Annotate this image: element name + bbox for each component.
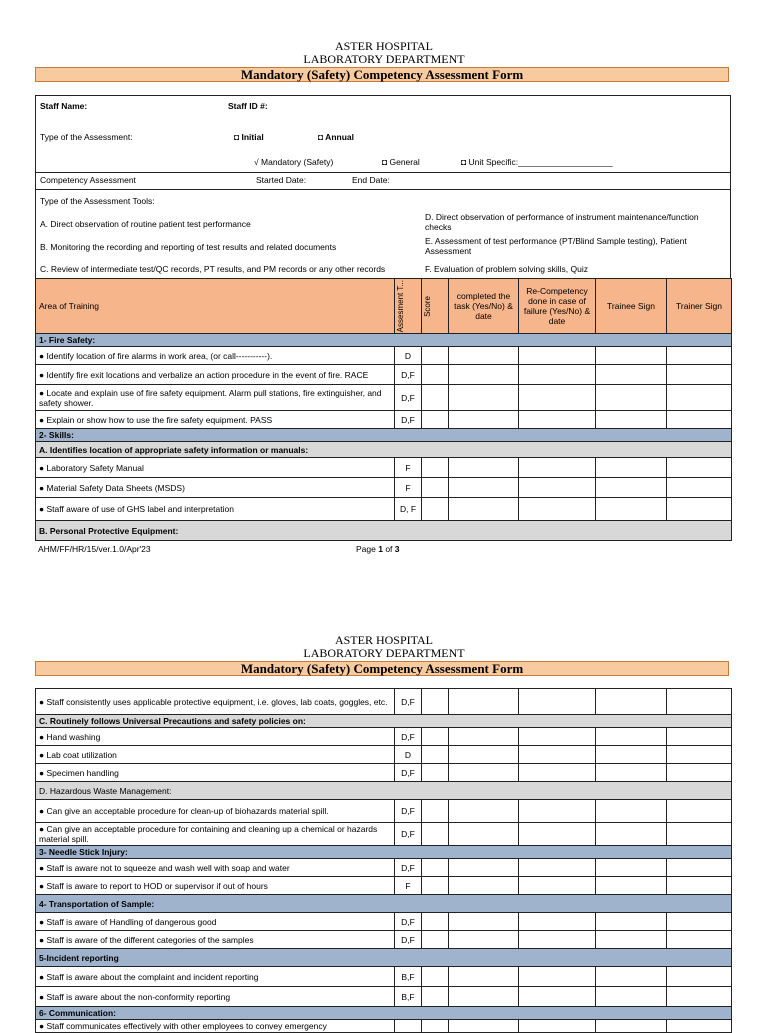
col-completed: completed the task (Yes/No) & date — [449, 279, 519, 334]
completed-cell[interactable] — [449, 823, 519, 846]
assessment-code: D,F — [395, 913, 422, 931]
trainer-sign-cell[interactable] — [667, 877, 732, 895]
training-table-page-1 — [35, 278, 732, 541]
score-cell[interactable] — [422, 987, 449, 1007]
training-item-text: ● Staff is aware not to squeeze and wash well with soap and water — [36, 859, 395, 877]
score-cell[interactable] — [422, 746, 449, 764]
trainee-sign-cell[interactable] — [596, 764, 667, 782]
table-row — [36, 987, 732, 1007]
table-row — [36, 931, 732, 949]
recompetency-cell[interactable] — [519, 347, 596, 365]
training-item-text: ● Locate and explain use of fire safety equipment. Alarm pull stations, fire extinguisher, and safety shower. — [36, 385, 395, 411]
tool-a: A. Direct observation of routine patient test performance — [40, 219, 251, 229]
training-item-text: ● Lab coat utilization — [36, 746, 395, 764]
trainer-sign-cell[interactable] — [667, 859, 732, 877]
training-table-page-2 — [35, 688, 732, 1033]
score-cell[interactable] — [422, 478, 449, 498]
section-heading: D. Hazardous Waste Management: — [36, 782, 732, 800]
table-row — [36, 478, 732, 498]
score-cell[interactable] — [422, 913, 449, 931]
table-row — [36, 689, 732, 715]
training-item-text: ● Staff consistently uses applicable protective equipment, i.e. gloves, lab coats, goggles, etc. — [36, 689, 395, 715]
trainee-sign-cell[interactable] — [596, 877, 667, 895]
trainee-sign-cell[interactable] — [596, 987, 667, 1007]
recompetency-cell[interactable] — [519, 385, 596, 411]
department-name: LABORATORY DEPARTMENT — [303, 52, 465, 66]
trainer-sign-cell[interactable] — [667, 689, 732, 715]
trainer-sign-cell[interactable] — [667, 913, 732, 931]
competency-assessment-label: Competency Assessment — [40, 175, 136, 185]
recompetency-cell[interactable] — [519, 478, 596, 498]
table-row — [36, 913, 732, 931]
score-cell[interactable] — [422, 800, 449, 823]
training-item-text: ● Can give an acceptable procedure for clean-up of biohazards material spill. — [36, 800, 395, 823]
section-row — [36, 895, 732, 913]
hospital-name: ASTER HOSPITAL — [334, 39, 434, 53]
score-cell[interactable] — [422, 728, 449, 746]
trainee-sign-cell[interactable] — [596, 823, 667, 846]
trainee-sign-cell[interactable] — [596, 411, 667, 429]
trainer-sign-cell[interactable] — [667, 728, 732, 746]
trainer-sign-cell[interactable] — [667, 931, 732, 949]
score-cell[interactable] — [422, 764, 449, 782]
assessment-code: F — [395, 478, 422, 498]
trainee-sign-cell[interactable] — [596, 859, 667, 877]
score-cell[interactable] — [422, 347, 449, 365]
section-heading: 6- Communication: — [36, 1007, 732, 1020]
form-title-p2: Mandatory (Safety) Competency Assessment Form — [35, 661, 729, 676]
tool-b: B. Monitoring the recording and reporting of test results and related documents — [40, 242, 337, 252]
assessment-code: D,F — [395, 823, 422, 846]
trainer-sign-cell[interactable] — [667, 478, 732, 498]
score-cell[interactable] — [422, 877, 449, 895]
department-name-p2: LABORATORY DEPARTMENT — [303, 646, 465, 660]
completed-cell[interactable] — [449, 689, 519, 715]
trainee-sign-cell[interactable] — [596, 689, 667, 715]
section-heading: B. Personal Protective Equipment: — [36, 521, 732, 541]
col-area: Area of Training — [36, 279, 395, 334]
option-mandatory[interactable]: √ Mandatory (Safety) — [254, 157, 334, 167]
training-item-text: ● Material Safety Data Sheets (MSDS) — [36, 478, 395, 498]
recompetency-cell[interactable] — [519, 689, 596, 715]
recompetency-cell[interactable] — [519, 365, 596, 385]
section-heading: 3- Needle Stick Injury: — [36, 846, 732, 859]
section-row — [36, 442, 732, 458]
section-heading: C. Routinely follows Universal Precautions and safety policies on: — [36, 715, 732, 728]
table-row — [36, 967, 732, 987]
trainer-sign-cell[interactable] — [667, 746, 732, 764]
training-item-text: ● Laboratory Safety Manual — [36, 458, 395, 478]
trainer-sign-cell[interactable] — [667, 365, 732, 385]
trainee-sign-cell[interactable] — [596, 728, 667, 746]
training-item-text: ● Explain or show how to use the fire safety equipment. PASS — [36, 411, 395, 429]
trainer-sign-cell[interactable] — [667, 967, 732, 987]
recompetency-cell[interactable] — [519, 728, 596, 746]
completed-cell[interactable] — [449, 478, 519, 498]
section-row — [36, 715, 732, 728]
completed-cell[interactable] — [449, 931, 519, 949]
completed-cell[interactable] — [449, 987, 519, 1007]
completed-cell[interactable] — [449, 1020, 519, 1033]
section-row — [36, 949, 732, 967]
trainer-sign-cell[interactable] — [667, 411, 732, 429]
training-item-text: ● Staff is aware about the non-conformity reporting — [36, 987, 395, 1007]
section-heading: 5-Incident reporting — [36, 949, 732, 967]
col-assessment: Assesment T... — [395, 279, 422, 334]
trainee-sign-cell[interactable] — [596, 365, 667, 385]
recompetency-cell[interactable] — [519, 913, 596, 931]
assessment-code: D,F — [395, 931, 422, 949]
trainer-sign-cell[interactable] — [667, 800, 732, 823]
score-cell[interactable] — [422, 498, 449, 521]
assessment-code: D,F — [395, 859, 422, 877]
tool-f: F. Evaluation of problem solving skills, Quiz — [425, 264, 588, 274]
table-row — [36, 728, 732, 746]
score-cell[interactable] — [422, 411, 449, 429]
completed-cell[interactable] — [449, 365, 519, 385]
trainer-sign-cell[interactable] — [667, 458, 732, 478]
trainer-sign-cell[interactable] — [667, 1020, 732, 1033]
table-row — [36, 498, 732, 521]
recompetency-cell[interactable] — [519, 967, 596, 987]
hospital-name-p2: ASTER HOSPITAL — [334, 633, 434, 647]
trainee-sign-cell[interactable] — [596, 746, 667, 764]
end-date-label: End Date: — [352, 175, 390, 185]
completed-cell[interactable] — [449, 967, 519, 987]
recompetency-cell[interactable] — [519, 800, 596, 823]
tool-c: C. Review of intermediate test/QC records, PT results, and PM records or any other records — [40, 264, 386, 274]
training-item-text: ● Staff is aware of the different categories of the samples — [36, 931, 395, 949]
col-trainer-sign: Trainer Sign — [667, 279, 732, 334]
assessment-code: D,F — [395, 800, 422, 823]
table-row — [36, 411, 732, 429]
option-initial[interactable]: ◘ Initial — [234, 132, 264, 142]
trainee-sign-cell[interactable] — [596, 498, 667, 521]
score-cell[interactable] — [422, 365, 449, 385]
col-recompetency: Re-Competency done in case of failure (Yes/No) & date — [519, 279, 596, 334]
trainee-sign-cell[interactable] — [596, 913, 667, 931]
table-row — [36, 1020, 732, 1033]
tool-d: D. Direct observation of performance of instrument maintenance/function checks — [425, 212, 699, 232]
score-cell[interactable] — [422, 1020, 449, 1033]
document-code: AHM/FF/HR/15/ver.1.0/Apr'23 — [38, 544, 151, 554]
section-row — [36, 429, 732, 442]
training-item-text: ● Identify fire exit locations and verbalize an action procedure in the event of fire. RACE — [36, 365, 395, 385]
recompetency-cell[interactable] — [519, 859, 596, 877]
tool-e: E. Assessment of test performance (PT/Blind Sample testing), Patient Assessment — [425, 236, 687, 256]
assessment-code — [395, 1020, 422, 1033]
table-row — [36, 764, 732, 782]
col-trainee-sign: Trainee Sign — [596, 279, 667, 334]
score-cell[interactable] — [422, 823, 449, 846]
assessment-code: D,F — [395, 689, 422, 715]
trainee-sign-cell[interactable] — [596, 967, 667, 987]
score-cell[interactable] — [422, 689, 449, 715]
trainer-sign-cell[interactable] — [667, 498, 732, 521]
section-row — [36, 846, 732, 859]
assessment-code: F — [395, 877, 422, 895]
assessment-code: D,F — [395, 764, 422, 782]
assessment-code: B,F — [395, 967, 422, 987]
completed-cell[interactable] — [449, 764, 519, 782]
section-heading: A. Identifies location of appropriate safety information or manuals: — [36, 442, 732, 458]
assessment-code: D — [395, 746, 422, 764]
section-heading: 1- Fire Safety: — [36, 334, 732, 347]
option-unit-specific[interactable]: ◘ Unit Specific:____________________ — [461, 157, 613, 167]
table-row — [36, 347, 732, 365]
score-cell[interactable] — [422, 931, 449, 949]
trainee-sign-cell[interactable] — [596, 478, 667, 498]
recompetency-cell[interactable] — [519, 498, 596, 521]
table-row — [36, 877, 732, 895]
completed-cell[interactable] — [449, 728, 519, 746]
completed-cell[interactable] — [449, 458, 519, 478]
completed-cell[interactable] — [449, 746, 519, 764]
training-item-text: ● Staff aware of use of GHS label and interpretation — [36, 498, 395, 521]
trainee-sign-cell[interactable] — [596, 458, 667, 478]
assessment-code: D,F — [395, 365, 422, 385]
training-item-text: ● Staff is aware about the complaint and incident reporting — [36, 967, 395, 987]
training-item-text: ● Staff communicates effectively with other employees to convey emergency — [36, 1020, 395, 1033]
table-row — [36, 800, 732, 823]
recompetency-cell[interactable] — [519, 877, 596, 895]
staff-id-label: Staff ID #: — [228, 101, 268, 111]
assessment-code: F — [395, 458, 422, 478]
completed-cell[interactable] — [449, 385, 519, 411]
table-row — [36, 746, 732, 764]
completed-cell[interactable] — [449, 859, 519, 877]
col-score: Score — [422, 279, 449, 334]
completed-cell[interactable] — [449, 347, 519, 365]
recompetency-cell[interactable] — [519, 746, 596, 764]
trainer-sign-cell[interactable] — [667, 764, 732, 782]
training-item-text: ● Can give an acceptable procedure for containing and cleaning up a chemical or hazards material spill. — [36, 823, 395, 846]
assessment-code: B,F — [395, 987, 422, 1007]
trainer-sign-cell[interactable] — [667, 385, 732, 411]
trainee-sign-cell[interactable] — [596, 800, 667, 823]
trainee-sign-cell[interactable] — [596, 931, 667, 949]
training-item-text: ● Staff is aware of Handling of dangerous good — [36, 913, 395, 931]
recompetency-cell[interactable] — [519, 458, 596, 478]
table-row — [36, 823, 732, 846]
trainee-sign-cell[interactable] — [596, 385, 667, 411]
score-cell[interactable] — [422, 458, 449, 478]
table-row — [36, 859, 732, 877]
form-title: Mandatory (Safety) Competency Assessment Form — [35, 67, 729, 82]
assessment-code: D,F — [395, 385, 422, 411]
training-item-text: ● Staff is aware to report to HOD or supervisor if out of hours — [36, 877, 395, 895]
training-item-text: ● Identify location of fire alarms in work area, (or call-----------). — [36, 347, 395, 365]
section-row — [36, 521, 732, 541]
started-date-label: Started Date: — [256, 175, 307, 185]
staff-name-label: Staff Name: — [40, 101, 88, 111]
score-cell[interactable] — [422, 859, 449, 877]
option-general[interactable]: ◘ General — [382, 157, 420, 167]
trainee-sign-cell[interactable] — [596, 347, 667, 365]
table-row — [36, 365, 732, 385]
trainee-sign-cell[interactable] — [596, 1020, 667, 1033]
table-row — [36, 458, 732, 478]
assessment-code: D,F — [395, 411, 422, 429]
assessment-code: D, F — [395, 498, 422, 521]
assessment-code: D,F — [395, 728, 422, 746]
page-number: Page 1 of 3 — [356, 544, 400, 554]
assessment-code: D — [395, 347, 422, 365]
completed-cell[interactable] — [449, 800, 519, 823]
training-item-text: ● Specimen handling — [36, 764, 395, 782]
trainer-sign-cell[interactable] — [667, 987, 732, 1007]
tools-label: Type of the Assessment Tools: — [40, 196, 155, 206]
recompetency-cell[interactable] — [519, 1020, 596, 1033]
completed-cell[interactable] — [449, 498, 519, 521]
recompetency-cell[interactable] — [519, 411, 596, 429]
recompetency-cell[interactable] — [519, 931, 596, 949]
section-row — [36, 334, 732, 347]
completed-cell[interactable] — [449, 913, 519, 931]
section-row — [36, 782, 732, 800]
completed-cell[interactable] — [449, 877, 519, 895]
recompetency-cell[interactable] — [519, 764, 596, 782]
score-cell[interactable] — [422, 385, 449, 411]
recompetency-cell[interactable] — [519, 987, 596, 1007]
table-row — [36, 385, 732, 411]
section-heading: 2- Skills: — [36, 429, 732, 442]
completed-cell[interactable] — [449, 411, 519, 429]
option-annual[interactable]: ◘ Annual — [318, 132, 354, 142]
section-row — [36, 1007, 732, 1020]
assessment-type-label: Type of the Assessment: — [40, 132, 133, 142]
trainer-sign-cell[interactable] — [667, 823, 732, 846]
trainer-sign-cell[interactable] — [667, 347, 732, 365]
training-item-text: ● Hand washing — [36, 728, 395, 746]
score-cell[interactable] — [422, 967, 449, 987]
section-heading: 4- Transportation of Sample: — [36, 895, 732, 913]
recompetency-cell[interactable] — [519, 823, 596, 846]
